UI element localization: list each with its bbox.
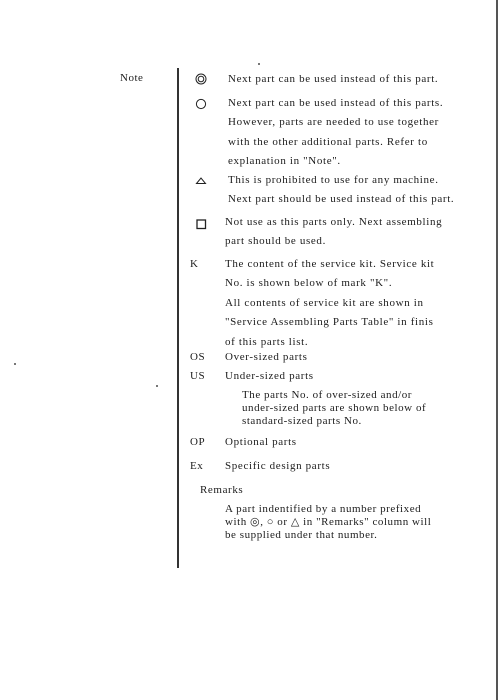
entry-line: Next part can be used instead of this part. — [228, 73, 439, 85]
entry-line: "Service Assembling Parts Table" in finis — [225, 316, 434, 329]
remarks-line: A part indentified by a number prefixed — [225, 503, 422, 515]
entry-line: Optional parts — [225, 436, 297, 448]
note-line: standard-sized parts No. — [242, 414, 362, 427]
entry-line: Next part can be used instead of this parts. — [228, 97, 444, 109]
entry-line: Under-sized parts — [225, 370, 314, 382]
entry-symbol: Ex — [190, 460, 204, 472]
scan-speck — [14, 363, 16, 365]
entry-line: explanation in "Note". — [228, 155, 341, 168]
entry-description — [225, 457, 330, 476]
square-icon — [195, 218, 209, 230]
entry-description — [228, 171, 454, 210]
entry-line: This is prohibited to use for any machine. — [228, 174, 439, 186]
remarks-body — [225, 503, 431, 541]
scan-speck — [258, 63, 260, 65]
entry-line: with the other additional parts. Refer to — [228, 135, 428, 148]
entry-line: of this parts list. — [225, 335, 309, 348]
remarks-line: be supplied under that number. — [225, 528, 378, 541]
entry-description — [228, 94, 443, 172]
column-divider — [177, 68, 179, 568]
entry-description — [225, 433, 297, 452]
sized-parts-note — [242, 389, 426, 427]
entry-line: part should be used. — [225, 235, 326, 248]
remarks-heading: Remarks — [200, 484, 244, 496]
note-line: under-sized parts are shown below of — [242, 401, 427, 414]
circle-icon — [195, 98, 209, 110]
entry-description — [228, 70, 438, 89]
page-edge-line — [496, 0, 498, 700]
entry-description — [225, 367, 314, 386]
entry-symbol: K — [190, 258, 199, 270]
remarks-line: with ◎, ○ or △ in "Remarks" column will — [225, 515, 432, 528]
triangle-icon — [195, 175, 209, 185]
entry-symbol: OS — [190, 351, 206, 363]
double-circle-icon — [195, 73, 209, 85]
entry-symbol: OP — [190, 436, 206, 448]
entry-line: Next part should be used instead of this part. — [228, 193, 455, 206]
entry-description — [225, 213, 442, 252]
entry-line: Not use as this parts only. Next assembling — [225, 216, 443, 228]
note-heading: Note — [120, 72, 144, 84]
entry-line: All contents of service kit are shown in — [225, 296, 424, 309]
scan-speck — [156, 385, 158, 387]
entry-line: Specific design parts — [225, 460, 331, 472]
entry-line: Over-sized parts — [225, 351, 308, 363]
entry-line: No. is shown below of mark "K". — [225, 277, 393, 290]
entry-line: However, parts are needed to use together — [228, 116, 439, 129]
note-line: The parts No. of over-sized and/or — [242, 389, 412, 401]
entry-description — [225, 255, 434, 352]
entry-symbol: US — [190, 370, 206, 382]
entry-line: The content of the service kit. Service kit — [225, 258, 435, 270]
entry-description — [225, 348, 308, 367]
